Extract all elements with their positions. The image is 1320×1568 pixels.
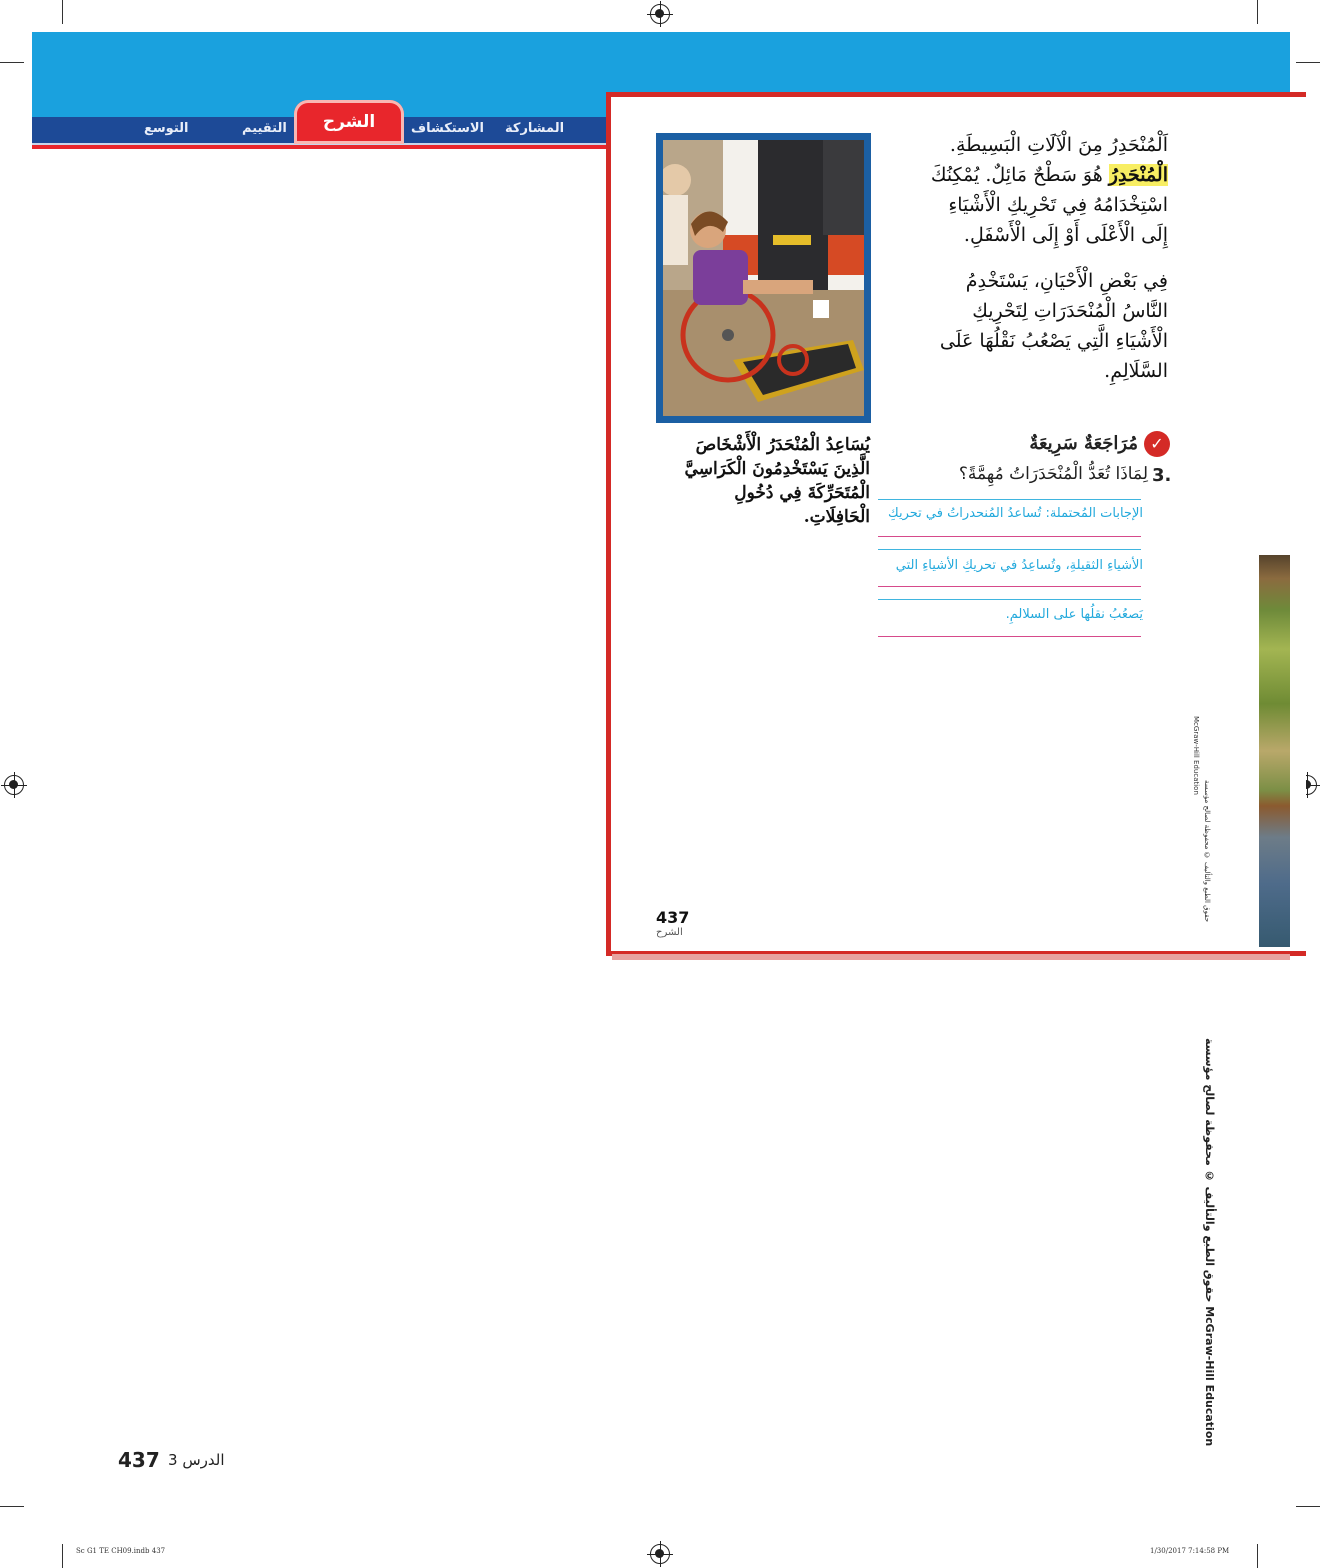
second-paragraph: فِي بَعْضِ الْأَحْيَانِ، يَسْتَخْدِمُ النَّاسُ الْمُنْحَدَرَاتِ لِتَحْرِيكِ الْأَشْيَاءِ الَّتِي يَصْعُبُ نَقْلُهَا عَلَى السَّلَالِمِ. [939, 270, 1168, 382]
answer-rule [878, 536, 1141, 537]
tab-engage[interactable]: المشاركة [505, 121, 565, 136]
answer-line-2: الأشياءِ الثقيلةِ، وتُساعِدُ في تحريكِ الأشياءِ التي [895, 558, 1143, 573]
intro-paragraph [918, 130, 1168, 250]
tab-explain-active[interactable] [294, 100, 404, 144]
tab-explain-label: الشرح [322, 112, 376, 132]
answer-rule [878, 599, 1141, 600]
check-icon: ✓ [1144, 431, 1170, 457]
registration-mark-icon [4, 775, 24, 795]
tab-explore[interactable]: الاستكشاف [411, 121, 484, 136]
answer-rule [878, 636, 1141, 637]
teacher-page-number: 437 [118, 1448, 160, 1472]
crop-mark [1296, 1506, 1320, 1507]
quick-review-title: مُرَاجَعَةٌ سَرِيعَةٌ [1029, 433, 1138, 454]
crop-mark [62, 1544, 63, 1568]
question-number: 3. [1152, 465, 1172, 486]
crop-mark [1257, 1544, 1258, 1568]
student-page-number: 437 [656, 908, 690, 927]
print-slug-file: Sc G1 TE CH09.indb 437 [76, 1547, 166, 1555]
registration-mark-icon [650, 1544, 670, 1564]
answer-rule [878, 499, 1141, 500]
photo-illustration [663, 140, 864, 416]
answer-line-3: يَصعُبُ نقلُها على السلالمِ. [1005, 607, 1143, 622]
header-divider [32, 145, 610, 149]
intro-first-line: اَلْمُنْحَدِرُ مِنَ الْآلَاتِ الْبَسِيطَةِ. [949, 134, 1168, 156]
registration-mark-icon [650, 4, 670, 24]
student-page-label: الشرح [656, 927, 683, 938]
student-page-publisher: McGraw-Hill Education [1192, 716, 1200, 795]
tab-extend[interactable]: التوسع [144, 121, 189, 136]
answer-line-1: الإجابات المُحتملة: تُساعدُ المُنحدراتُ في تحريكِ [888, 506, 1143, 521]
answer-rule [878, 586, 1141, 587]
tab-evaluate[interactable]: التقييم [242, 121, 287, 136]
answer-rule [878, 549, 1141, 550]
teacher-page-copyright: حقوق الطبع والتأليف © محفوظة لصالح مؤسسة McGraw-Hill Education [1203, 1038, 1216, 1447]
crop-mark [1296, 62, 1320, 63]
crop-mark [62, 0, 63, 24]
vocab-term-ramp: الْمُنْحَدِرُ [1108, 164, 1168, 186]
crop-mark [0, 62, 24, 63]
print-slug-date: 1/30/2017 7:14:58 PM [1150, 1547, 1230, 1555]
crop-mark [0, 1506, 24, 1507]
crop-mark [1257, 0, 1258, 24]
wheelchair-ramp-photo [663, 140, 864, 416]
lesson-label: الدرس 3 [168, 1451, 225, 1469]
page-shadow [612, 954, 1290, 960]
intro-definition: هُوَ سَطْحٌ مَائِلٌ. يُمْكِنُكَ اسْتِخْدَامُهُ فِي تَحْرِيكِ الْأَشْيَاءِ إِلَى الْأَعْلَى أَوْ إِلَى الْأَسْفَلِ. [930, 164, 1168, 246]
photo-caption: يُسَاعِدُ الْمُنْحَدَرُ الْأَشْخَاصَ الَّذِينَ يَسْتَخْدِمُونَ الْكَرَاسِيَّ الْمُتَحَرِّكَةَ فِي دُخُولِ الْحَافِلَاتِ. [684, 435, 870, 527]
student-page-copyright: حقوق الطبع والتأليف © محفوظة لصالح مؤسسة [1203, 780, 1211, 923]
question-text: لِمَاذَا تُعَدُّ الْمُنْحَدَرَاتُ مُهِمَّةً؟ [958, 464, 1148, 484]
facing-page-photo-strip [1259, 555, 1290, 947]
